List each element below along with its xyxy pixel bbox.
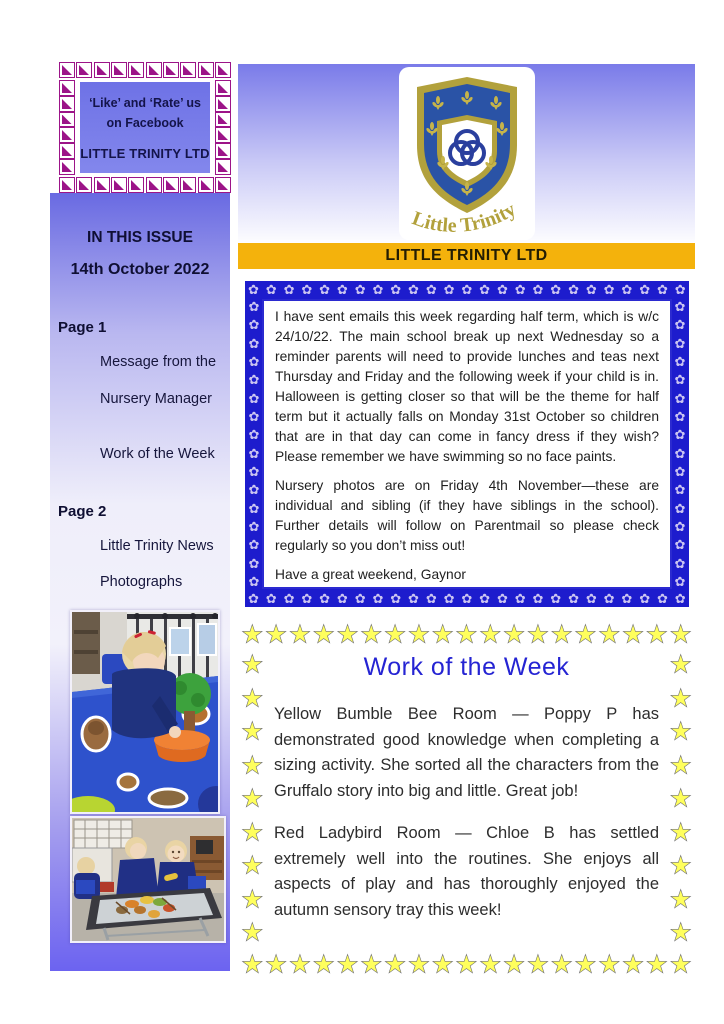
message-paragraph-photos: Nursery photos are on Friday 4th November—these are individual and sibling (if they have siblings in the school). Further details will follow on Parentmail so please check regularly so you don’t miss out!: [275, 478, 659, 553]
work-paragraph-yellow-room: Yellow Bumble Bee Room — Poppy P has demonstrated good knowledge when completing a sizing activity. She sorted all the characters from the Gruffalo story into big and little. Great job!: [274, 705, 659, 800]
flower-border-bottom: ✿ ✿ ✿ ✿ ✿ ✿ ✿ ✿ ✿ ✿ ✿ ✿ ✿ ✿ ✿ ✿ ✿ ✿ ✿ ✿ ✿ ✿ ✿ ✿ ✿: [248, 591, 686, 606]
sidebar-panel: [50, 193, 230, 971]
work-of-the-week-title: Work of the Week: [363, 653, 570, 681]
work-of-the-week-box: [240, 621, 693, 979]
tile-border-top: [59, 62, 231, 78]
flower-border-left: ✿ ✿ ✿ ✿ ✿ ✿ ✿ ✿ ✿ ✿ ✿ ✿ ✿ ✿ ✿ ✿: [248, 299, 260, 589]
work-of-the-week-content: [274, 649, 659, 941]
manager-message-box: [245, 281, 689, 607]
message-paragraph-half-term: I have sent emails this week regarding half term, which is w/c 24/10/22. The main school break up next Wednesday so a reminder parents will need to provide lunches and teas next Thursday and Friday and the following week if your child is in. Halloween is getting closer so that will be the theme for half term but it actually falls on Monday 31st October so children that are in that day can come in fancy dress if they wish? Please remember we have swimming so no face paints.: [275, 309, 659, 464]
photo-sorting-activity-illustration: [72, 612, 218, 812]
logo-text: Little Trinity: [408, 198, 520, 237]
facebook-line2: on Facebook: [106, 115, 184, 130]
flower-border-top: ✿ ✿ ✿ ✿ ✿ ✿ ✿ ✿ ✿ ✿ ✿ ✿ ✿ ✿ ✿ ✿ ✿ ✿ ✿ ✿ ✿ ✿ ✿ ✿ ✿: [248, 282, 686, 297]
star-border-left: ★ ★ ★ ★ ★ ★ ★ ★ ★: [242, 651, 263, 945]
tile-border-left: [59, 80, 75, 175]
star-border-bottom: ★ ★ ★ ★ ★ ★ ★ ★ ★ ★ ★ ★ ★ ★ ★ ★ ★ ★ ★: [242, 951, 691, 977]
toc-item-message-line2: Nursery Manager: [100, 390, 213, 407]
toc-page1-label: Page 1: [58, 319, 107, 336]
photo-sorting-activity: [70, 610, 220, 814]
toc-item-photographs: Photographs: [100, 574, 183, 591]
title-banner-text: LITTLE TRINITY LTD: [385, 247, 548, 264]
flower-border-right: ✿ ✿ ✿ ✿ ✿ ✿ ✿ ✿ ✿ ✿ ✿ ✿ ✿ ✿ ✿ ✿: [674, 299, 686, 589]
tile-border-bottom: [59, 177, 231, 193]
main-header: [238, 64, 695, 243]
title-banner: [238, 243, 695, 269]
facebook-box-inner: [80, 82, 210, 173]
toc-item-work-of-week: Work of the Week: [100, 446, 215, 463]
toc-page2-label: Page 2: [58, 502, 107, 520]
tile-border-right: [215, 80, 231, 175]
message-signoff: Have a great weekend, Gaynor: [275, 567, 466, 582]
manager-message-text: [262, 299, 672, 589]
star-border-top: ★ ★ ★ ★ ★ ★ ★ ★ ★ ★ ★ ★ ★ ★ ★ ★ ★ ★ ★: [242, 621, 691, 647]
facebook-box: [59, 62, 231, 193]
photo-sensory-tray: [70, 816, 226, 943]
photo-sensory-tray-illustration: [72, 818, 224, 941]
facebook-org-name: LITTLE TRINITY LTD: [80, 145, 210, 161]
star-border-right: ★ ★ ★ ★ ★ ★ ★ ★ ★: [670, 651, 691, 945]
toc-item-message-line1: Message from the: [100, 354, 217, 370]
toc-item-news: Little Trinity News: [100, 537, 214, 554]
issue-heading: IN THIS ISSUE: [87, 229, 193, 246]
issue-date: 14th October 2022: [70, 261, 210, 278]
school-crest: [399, 67, 535, 240]
school-crest-illustration: [399, 67, 535, 240]
facebook-line1: ‘Like’ and ‘Rate’ us: [89, 96, 201, 111]
table-of-contents: [50, 319, 230, 593]
work-paragraph-red-room: Red Ladybird Room — Chloe B has settled extremely well into the routines. She enjoys all aspects of play and has thoroughly enjoyed the autumn sensory tray this week!: [274, 824, 659, 919]
